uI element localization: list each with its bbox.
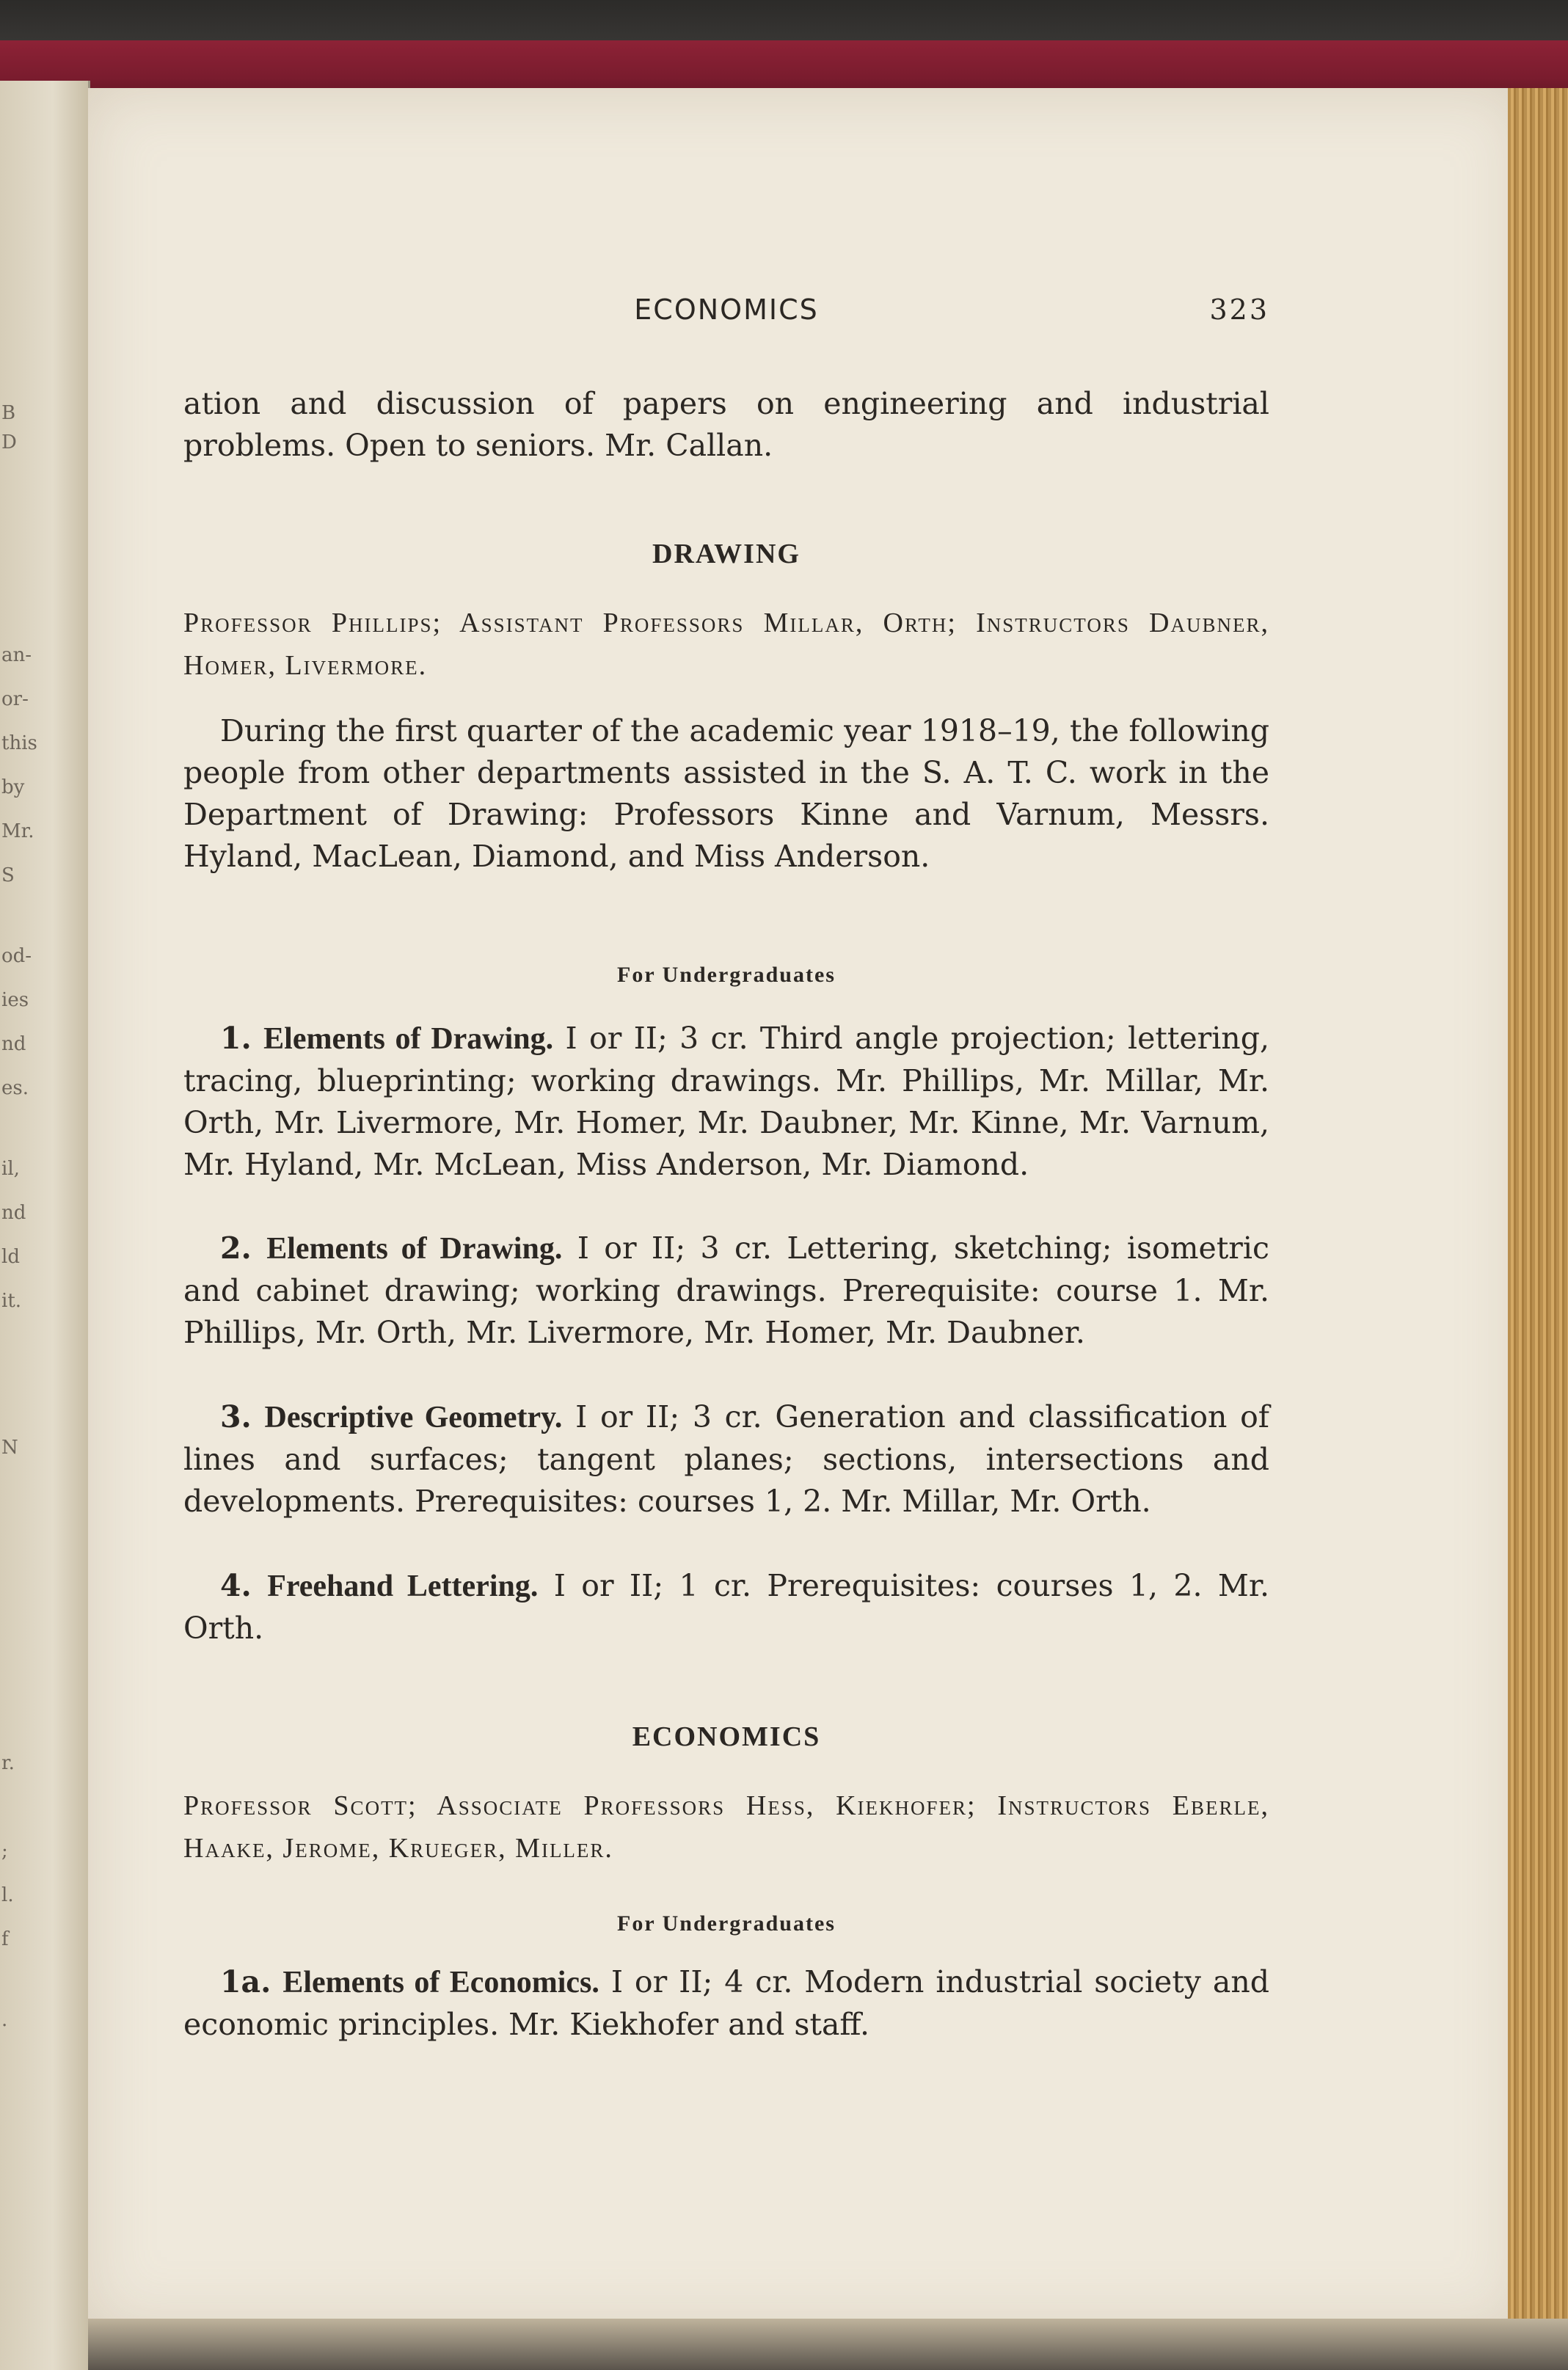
left-page-fragment: Mr.: [1, 820, 34, 842]
course-number: 1a.: [220, 1964, 271, 1999]
course-description: I or II; 1 cr. Prerequisites: courses 1, 2. Mr. Orth.: [183, 1568, 1269, 1646]
drawing-faculty: Professor Phillips; Assistant Professors Millar, Orth; Instructors Daubner, Homer, Livermore.: [183, 608, 1269, 681]
course-title: Elements of Drawing.: [263, 1022, 554, 1056]
left-page-fragment: od-: [1, 945, 32, 967]
section-heading-drawing: DRAWING: [652, 539, 801, 569]
section-heading-economics: ECONOMICS: [632, 1721, 821, 1752]
left-page-fragment: ;: [1, 1840, 8, 1862]
course-title: Elements of Drawing.: [266, 1232, 563, 1266]
course-number: 3.: [220, 1399, 252, 1434]
course-number: 1.: [220, 1021, 252, 1056]
left-page-fragment: or-: [1, 688, 29, 710]
course-title: Descriptive Geometry.: [264, 1401, 563, 1434]
course-entry: [183, 1565, 1269, 1649]
left-page-edge: [0, 81, 90, 2370]
left-page-fragment: r.: [1, 1752, 15, 1774]
economics-faculty: Professor Scott; Associate Professors Hess, Kiekhofer; Instructors Eberle, Haake, Jerome, Krueger, Miller.: [183, 1790, 1269, 1864]
left-page-fragment: by: [1, 776, 25, 798]
left-page-fragment: this: [1, 732, 37, 754]
left-page-fragment: it.: [1, 1290, 22, 1312]
left-page-fragment: B: [1, 402, 16, 424]
course-number: 4.: [220, 1568, 252, 1603]
course-title: Elements of Economics.: [282, 1966, 599, 1999]
left-page-fragment: .: [1, 2009, 8, 2031]
left-page-fragment: nd: [1, 1033, 26, 1055]
course-description: I or II; 3 cr. Generation and classification of lines and surfaces; tangent planes; sections, intersections and developments. Prerequisites: courses 1, 2. Mr. Millar, Mr. Orth.: [183, 1399, 1269, 1519]
left-page-fragment: ies: [1, 989, 29, 1011]
left-page-fragment: l.: [1, 1884, 14, 1906]
drawing-note: During the first quarter of the academic year 1918–19, the following people from other departments assisted in the S. A. T. C. work in the Department of Drawing: Professors Kinne and Varnum, Messrs. Hyland, MacLean, Diamond, and Miss Anderson.: [183, 713, 1269, 874]
left-page-fragment: il,: [1, 1158, 20, 1180]
course-description: I or II; 3 cr. Lettering, sketching; isometric and cabinet drawing; working drawings. Prerequisite: course 1. Mr. Phillips, Mr. Orth, Mr. Livermore, Mr. Homer, Mr. Daubner.: [183, 1230, 1269, 1350]
course-entry: [183, 1396, 1269, 1523]
page-edges: [1508, 88, 1568, 2330]
course-description: I or II; 3 cr. Third angle projection; lettering, tracing, blueprinting; working drawings. Mr. Phillips, Mr. Millar, Mr. Orth, Mr. Livermore, Mr. Homer, Mr. Daubner, Mr. Kinne, Mr. Varnum, Mr. Hyland, Mr. McLean, Miss Anderson, Mr. Diamond.: [183, 1021, 1269, 1182]
course-number: 2.: [220, 1230, 252, 1266]
left-page-fragment: D: [1, 431, 17, 453]
left-page-fragment: nd: [1, 1202, 26, 1224]
economics-subheading: For Undergraduates: [617, 1911, 836, 1936]
course-description: I or II; 4 cr. Modern industrial society and economic principles. Mr. Kiekhofer and staff.: [183, 1964, 1269, 2042]
left-page-fragment: an-: [1, 644, 32, 666]
running-head-title: ECONOMICS: [634, 293, 819, 326]
left-page-fragment: ld: [1, 1246, 20, 1268]
intro-continuation: ation and discussion of papers on engineering and industrial problems. Open to seniors. Mr. Callan.: [183, 386, 1269, 463]
left-page-fragment: f: [1, 1928, 9, 1950]
page-bottom-shadow: [88, 2319, 1568, 2370]
page-number: 323: [1209, 293, 1269, 326]
course-title: Freehand Lettering.: [267, 1569, 539, 1603]
course-entry: [183, 1228, 1269, 1354]
drawing-subheading: For Undergraduates: [617, 963, 836, 987]
left-page-fragment: N: [1, 1437, 18, 1459]
course-entry: [183, 1961, 1269, 2046]
left-page-fragment: es.: [1, 1077, 29, 1099]
course-entry: [183, 1018, 1269, 1186]
left-page-fragment: S: [1, 864, 15, 886]
